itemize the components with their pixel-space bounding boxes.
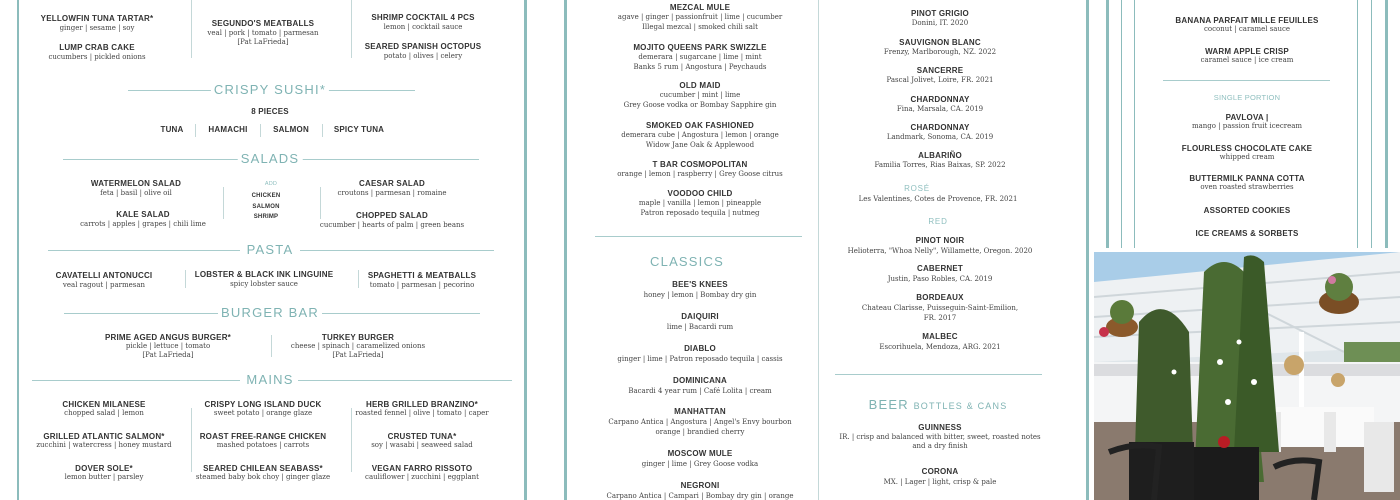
- section-header: RED: [925, 218, 950, 226]
- menu-item-description: mashed potatoes | carrots: [216, 441, 310, 449]
- column-divider: [320, 187, 321, 219]
- section-header: CRISPY SUSHI*: [211, 83, 329, 96]
- menu-item-description: veal | pork | tomato | parmesan: [207, 28, 319, 37]
- menu-item-name: NEGRONI: [680, 481, 720, 490]
- menu-item-description: Carpano Antica | Angostura | Angel's Envy bourbon: [608, 417, 792, 426]
- section-divider: [298, 380, 512, 381]
- menu-item-description: Pascal Jolivet, Loire, FR. 2021: [886, 76, 994, 84]
- menu-item-name: SAUVIGNON BLANC: [899, 38, 981, 47]
- menu-item-description: cucumber | mint | lime: [659, 91, 741, 99]
- menu-item-name: PRIME AGED ANGUS BURGER*: [105, 333, 231, 342]
- add-item: CHICKEN: [251, 193, 281, 199]
- menu-item-name: PINOT GRIGIO: [911, 9, 969, 18]
- column-divider: [191, 408, 192, 472]
- menu-item-name: ROAST FREE-RANGE CHICKEN: [199, 432, 327, 441]
- menu-item-name: SEARED CHILEAN SEABASS*: [203, 464, 323, 473]
- menu-item-name: SEARED SPANISH OCTOPUS: [364, 42, 482, 51]
- menu-item-description: veal ragout | parmesan: [62, 280, 146, 289]
- menu-item-name: CHICKEN MILANESE: [62, 400, 146, 409]
- menu-item-name: MOSCOW MULE: [667, 449, 733, 458]
- menu-item-name: DOVER SOLE*: [75, 464, 133, 473]
- menu-item-description: Grey Goose vodka or Bombay Sapphire gin: [623, 101, 777, 109]
- menu-item-description: IR. | crisp and balanced with bitter, sweet, roasted notes: [839, 432, 1041, 441]
- menu-border: [564, 0, 567, 500]
- menu-item-description: Frenzy, Marlborough, NZ. 2022: [883, 48, 997, 56]
- menu-item-description: coconut | caramel sauce: [1203, 24, 1291, 33]
- menu-item-description: caramel sauce | ice cream: [1200, 55, 1294, 64]
- section-header: MAINS: [243, 373, 296, 386]
- column-divider: [351, 408, 352, 472]
- section-divider: [835, 374, 1042, 375]
- menu-item-description: spicy lobster sauce: [230, 279, 298, 288]
- section-divider: [320, 313, 480, 314]
- menu-item-description: maple | vanilla | lemon | pineapple: [638, 199, 762, 207]
- section-divider: [302, 159, 479, 160]
- section-header: BURGER BAR: [218, 306, 322, 319]
- menu-item-description: Chateau Clarisse, Puisseguin-Saint-Emilion,: [861, 303, 1019, 312]
- menu-item-description: Familia Torres, Rias Baixas, SP. 2022: [874, 161, 1006, 169]
- menu-item-name: ICE CREAMS & SORBETS: [1195, 229, 1299, 238]
- column-divider: [195, 124, 196, 137]
- menu-item-name: MOJITO QUEENS PARK SWIZZLE: [633, 43, 767, 52]
- menu-item-name: CHARDONNAY: [910, 123, 970, 132]
- section-header: SINGLE PORTION: [1213, 93, 1281, 102]
- menu-item-name: T BAR COSMOPOLITAN: [652, 160, 748, 169]
- add-label: ADD: [264, 181, 278, 187]
- menu-item-description: orange | lemon | raspberry | Grey Goose citrus: [617, 170, 783, 178]
- column-divider: [223, 187, 224, 219]
- menu-item-name: CHARDONNAY: [910, 95, 970, 104]
- menu-item-description: lemon butter | parsley: [64, 473, 144, 481]
- section-divider: [300, 250, 494, 251]
- section-divider: [48, 250, 240, 251]
- menu-item-note: [Pat LaFrieda]: [332, 351, 384, 359]
- column-divider: [351, 0, 352, 58]
- menu-item-description: Donini, IT. 2020: [911, 19, 969, 27]
- menu-item-name: CORONA: [921, 467, 959, 476]
- column-divider: [322, 124, 323, 137]
- menu-item-name: BUTTERMILK PANNA COTTA: [1189, 174, 1305, 183]
- menu-item-name: DIABLO: [684, 344, 716, 353]
- menu-item-description: Helioterra, "Whoa Nelly", Willamette, Oregon. 2020: [847, 246, 1033, 255]
- menu-item-description: whipped cream: [1219, 152, 1275, 161]
- menu-item-name: FLOURLESS CHOCOLATE CAKE: [1181, 144, 1313, 153]
- menu-border: [1371, 0, 1372, 248]
- menu-item-description: roasted fennel | olive | tomato | caper: [355, 409, 489, 417]
- sushi-item: HAMACHI: [208, 125, 248, 134]
- menu-item-name: ALBARIÑO: [918, 151, 962, 160]
- section-divider: [64, 313, 220, 314]
- menu-item-description: agave | ginger | passionfruit | lime | cucumber: [617, 13, 783, 21]
- menu-item-description: Escorihuela, Mendoza, ARG. 2021: [879, 342, 1001, 351]
- sushi-item: SPICY TUNA: [333, 125, 385, 134]
- menu-item-description: cheese | spinach | caramelized onions: [290, 342, 426, 350]
- column-divider: [271, 335, 272, 357]
- menu-item-description: sweet potato | orange glaze: [213, 409, 313, 417]
- menu-border: [1385, 0, 1388, 248]
- menu-item-description: Bacardi 4 year rum | Café Lolita | cream: [628, 386, 772, 395]
- menu-item-name: BANANA PARFAIT MILLE FEUILLES: [1175, 16, 1319, 25]
- menu-item-description: cauliflower | zucchini | eggplant: [365, 473, 479, 481]
- menu-item-name: TURKEY BURGER: [321, 333, 395, 342]
- menu-item-description: Justin, Paso Robles, CA. 2019: [887, 274, 993, 283]
- column-divider: [260, 124, 261, 137]
- menu-item-description: zucchini | watercress | honey mustard: [36, 441, 172, 449]
- menu-border: [1106, 0, 1109, 248]
- sushi-subtitle: 8 PIECES: [251, 107, 289, 116]
- menu-border: [1134, 0, 1135, 248]
- menu-item-name: CAESAR SALAD: [359, 179, 425, 188]
- menu-item-description: chopped salad | lemon: [64, 409, 144, 417]
- sushi-item: TUNA: [160, 125, 184, 134]
- menu-item-name: SMOKED OAK FASHIONED: [645, 121, 755, 130]
- menu-item-name: HERB GRILLED BRANZINO*: [366, 400, 478, 409]
- menu-item-description: mango | passion fruit icecream: [1191, 121, 1303, 130]
- menu-item-name: YELLOWFIN TUNA TARTAR*: [40, 14, 154, 23]
- section-divider: [1163, 80, 1330, 81]
- menu-item-description: Fina, Marsala, CA. 2019: [896, 105, 984, 113]
- section-header: SALADS: [238, 152, 303, 165]
- menu-item-description: pickle | lettuce | tomato: [125, 342, 211, 350]
- section-header: PASTA: [244, 243, 297, 256]
- section-divider: [32, 380, 240, 381]
- menu-item-name: BORDEAUX: [916, 293, 964, 302]
- menu-item-name: WATERMELON SALAD: [90, 179, 182, 188]
- menu-border: [1086, 0, 1089, 500]
- menu-border: [524, 0, 527, 500]
- menu-item-name: DAIQUIRI: [681, 312, 719, 321]
- menu-item-description: tomato | parmesan | pecorino: [369, 280, 475, 289]
- menu-border: [1357, 0, 1358, 248]
- menu-item-name: SHRIMP COCKTAIL 4 PCS: [371, 13, 475, 22]
- menu-item-name: SANCERRE: [916, 66, 964, 75]
- menu-item-description: Banks 5 rum | Angostura | Peychauds: [633, 63, 767, 71]
- menu-item-description: MX. | Lager | light, crisp & pale: [883, 477, 997, 486]
- menu-item-description: demerara | sugarcane | lime | mint: [638, 53, 762, 61]
- menu-item-description: and a dry finish: [912, 442, 968, 450]
- section-divider: [325, 90, 415, 91]
- menu-item-description: Carpano Antica | Campari | Bombay dry gin | orange: [606, 491, 794, 500]
- menu-item-name: GUINNESS: [918, 423, 962, 432]
- menu-item-description: Illegal mezcal | smoked chili salt: [642, 23, 758, 31]
- menu-item-description: feta | basil | olive oil: [100, 188, 172, 197]
- menu-item-name: VOODOO CHILD: [667, 189, 733, 198]
- menu-item-description: honey | lemon | Bombay dry gin: [643, 290, 757, 299]
- section-header: ROSÉ: [901, 185, 933, 193]
- menu-border: [17, 0, 19, 500]
- menu-item-description: ginger | lime | Patron reposado tequila | cassis: [617, 354, 783, 363]
- menu-item-name: SPAGHETTI & MEATBALLS: [367, 271, 477, 280]
- menu-item-name: CRUSTED TUNA*: [387, 432, 457, 441]
- menu-item-description: steamed baby bok choy | ginger glaze: [195, 473, 331, 481]
- menu-item-name: CHOPPED SALAD: [356, 211, 428, 220]
- sushi-item: SALMON: [273, 125, 309, 134]
- menu-item-description: cucumber | hearts of palm | green beans: [319, 220, 465, 229]
- menu-item-description: lemon | cocktail sauce: [383, 22, 463, 31]
- section-subheader: BOTTLES & CANS: [913, 401, 1008, 411]
- section-header: CLASSICS: [647, 255, 727, 268]
- menu-item-name: OLD MAID: [679, 81, 721, 90]
- section-divider: [595, 236, 802, 237]
- section-divider: [63, 159, 238, 160]
- column-divider: [818, 0, 819, 500]
- add-item: SHRIMP: [253, 214, 279, 220]
- menu-item-description: oven roasted strawberries: [1200, 182, 1294, 191]
- menu-item-description: carrots | apples | grapes | chili lime: [80, 219, 206, 228]
- menu-item-note: [Pat LaFrieda]: [142, 351, 194, 359]
- menu-item-name: GRILLED ATLANTIC SALMON*: [43, 432, 165, 441]
- menu-border: [1121, 0, 1122, 248]
- beer-header: [866, 398, 1011, 411]
- menu-item-name: ASSORTED COOKIES: [1203, 206, 1291, 215]
- menu-item-name: LOBSTER & BLACK INK LINGUINE: [194, 270, 334, 279]
- column-divider: [191, 0, 192, 58]
- section-divider: [128, 90, 215, 91]
- menu-item-name: CRISPY LONG ISLAND DUCK: [204, 400, 322, 409]
- menu-item-name: DOMINICANA: [673, 376, 727, 385]
- column-divider: [185, 270, 186, 288]
- menu-item-description: croutons | parmesan | romaine: [337, 188, 447, 197]
- menu-item-description: Widow Jane Oak & Applewood: [645, 141, 755, 149]
- menu-item-name: WARM APPLE CRISP: [1205, 47, 1289, 56]
- menu-item-description: Les Valentines, Cotes de Provence, FR. 2021: [858, 195, 1018, 203]
- menu-item-name: MEZCAL MULE: [669, 3, 731, 12]
- menu-item-name: CABERNET: [916, 264, 964, 273]
- menu-item-name: PINOT NOIR: [915, 236, 965, 245]
- menu-item-name: SEGUNDO'S MEATBALLS: [211, 19, 315, 28]
- menu-item-name: LUMP CRAB CAKE: [59, 43, 135, 52]
- menu-item-description: demerara cube | Angostura | lemon | orange: [621, 131, 779, 139]
- menu-item-description: soy | wasabi | seaweed salad: [371, 441, 473, 449]
- patio-photo: [1094, 252, 1400, 500]
- menu-item-name: MANHATTAN: [674, 407, 726, 416]
- menu-item-description: ginger | sesame | soy: [59, 23, 135, 32]
- add-item: SALMON: [252, 203, 280, 210]
- menu-item-note: [Pat LaFrieda]: [237, 38, 289, 46]
- menu-item-description: cucumbers | pickled onions: [48, 52, 146, 61]
- section-header: BEER: [868, 397, 909, 412]
- menu-item-description: ginger | lime | Grey Goose vodka: [641, 459, 759, 468]
- menu-item-name: MALBEC: [922, 332, 958, 341]
- menu-item-description: lime | Bacardi rum: [666, 322, 734, 331]
- menu-item-name: BEE'S KNEES: [672, 280, 728, 289]
- menu-item-description: orange | brandied cherry: [655, 428, 745, 436]
- menu-item-name: PAVLOVA |: [1225, 113, 1269, 122]
- menu-item-name: KALE SALAD: [116, 210, 170, 219]
- column-divider: [358, 270, 359, 288]
- menu-item-description: Landmark, Sonoma, CA. 2019: [886, 133, 994, 141]
- menu-item-description: Patron reposado tequila | nutmeg: [640, 209, 760, 217]
- menu-item-description: FR. 2017: [923, 314, 957, 322]
- menu-item-name: CAVATELLI ANTONUCCI: [55, 271, 153, 280]
- menu-item-description: potato | olives | celery: [383, 51, 463, 60]
- menu-item-name: VEGAN FARRO RISSOTO: [371, 464, 473, 473]
